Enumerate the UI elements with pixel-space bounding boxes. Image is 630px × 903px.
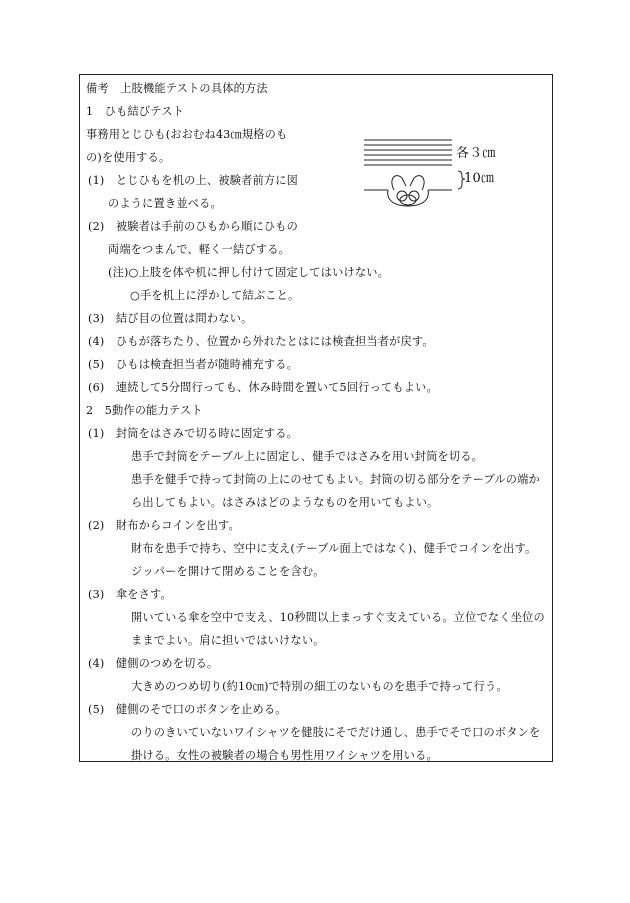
section2-item1-line3: ら出してもよい。はさみはどのようなものを用いてもよい。 <box>131 496 439 509</box>
string-layout-figure <box>358 138 508 216</box>
remarks-heading: 備考 上肢機能テストの具体的方法 <box>86 82 268 95</box>
section2-item1-title: (1) 封筒をはさみで切る時に固定する。 <box>88 427 299 440</box>
section1-item2-line1: (2) 被験者は手前のひもから順にひもの <box>88 220 299 233</box>
section1-item2-line2: 両端をつまんで、軽く一結びする。 <box>108 243 290 256</box>
section1-item3: (3) 結び目の位置は問わない。 <box>88 312 253 325</box>
section2-item3-line2: ままでよい。肩に担いではいけない。 <box>131 634 325 647</box>
section1-item5: (5) ひもは検査担当者が随時補充する。 <box>88 358 299 371</box>
section1-item1-line2: のように置き並べる。 <box>108 197 222 210</box>
section1-title: 1 ひも結びテスト <box>86 105 184 118</box>
section2-item1-line2: 患手を健手で持って封筒の上にのせてもよい。封筒の切る部分をテーブルの端か <box>131 473 540 486</box>
section1-item4: (4) ひもが落ちたり、位置から外れたとはには検査担当者が戻す。 <box>88 335 434 348</box>
section1-note-line1: (注)○上肢を体や机に押し付けて固定してはいけない。 <box>108 266 390 279</box>
section1-intro-line2: の)を使用する。 <box>86 151 171 164</box>
figure-label-length: 10㎝ <box>464 171 495 186</box>
section2-item2-title: (2) 財布からコインを出す。 <box>88 519 240 532</box>
section2-item4-title: (4) 健側のつめを切る。 <box>88 657 219 670</box>
section2-item3-title: (3) 傘をさす。 <box>88 588 172 601</box>
section2-item2-line2: ジッパーを開けて閉めることを含む。 <box>131 565 325 578</box>
section2-item1-line1: 患手で封筒をテーブル上に固定し、健手ではさみを用い封筒を切る。 <box>131 450 484 463</box>
section2-item5-line1: のりのきいていないワイシャツを健肢にそでだけ通し、患手でそで口のボタンを <box>131 726 541 739</box>
section1-note-line2: ○手を机上に浮かして結ぶこと。 <box>130 289 300 302</box>
section2-item2-line1: 財布を患手で持ち、空中に支え(テーブル面上ではなく)、健手でコインを出す。 <box>131 542 537 555</box>
section2-item4-line1: 大きめのつめ切り(約10㎝)で特別の細工のないものを患手で持って行う。 <box>131 680 508 693</box>
section1-item6: (6) 連続して5分間行っても、休み時間を置いて5回行ってもよい。 <box>88 381 438 394</box>
figure-label-each: 各３㎝ <box>456 146 496 161</box>
section2-item5-line2: 掛ける。女性の被験者の場合も男性用ワイシャツを用いる。 <box>131 749 438 762</box>
section2-title: 2 5動作の能力テスト <box>86 404 203 417</box>
section2-item5-title: (5) 健側のそで口のボタンを止める。 <box>88 703 287 716</box>
section1-intro-line1: 事務用とじひも(おおむね43㎝規格のも <box>86 128 288 141</box>
section2-item3-line1: 開いている傘を空中で支え、10秒間以上まっすぐ支えている。立位でなく坐位の <box>131 611 545 624</box>
section1-item1-line1: (1) とじひもを机の上、被験者前方に図 <box>88 174 299 187</box>
